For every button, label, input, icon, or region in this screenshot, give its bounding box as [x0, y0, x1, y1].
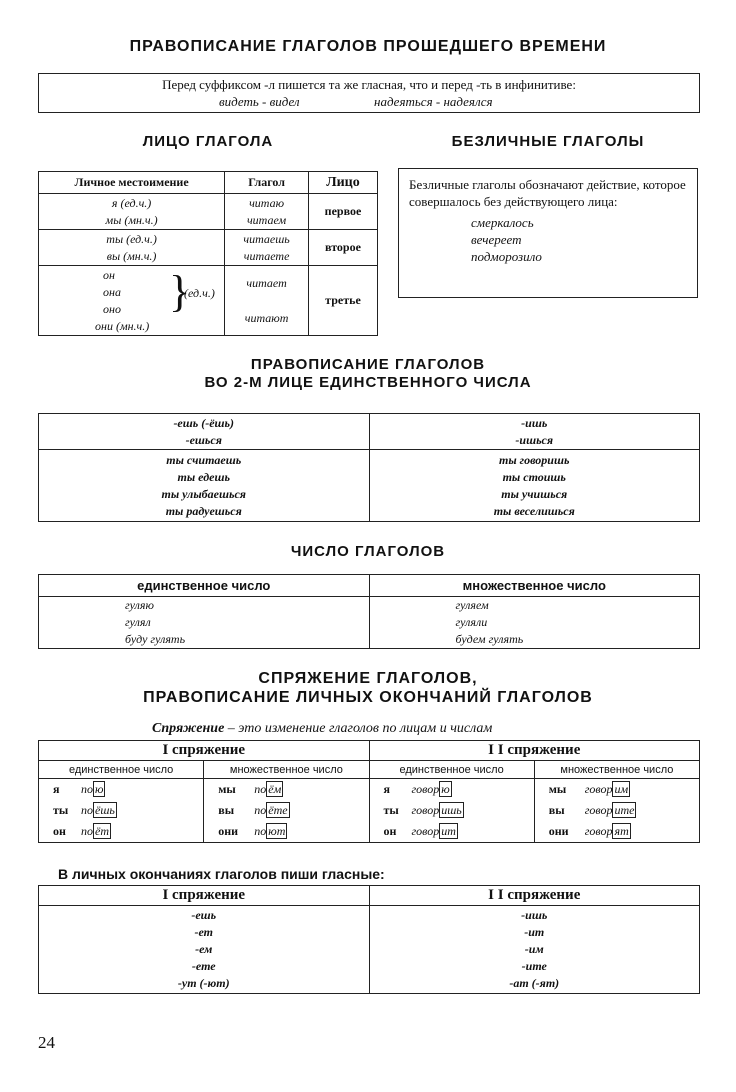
person-row-pronoun: я (ед.ч.) мы (мн.ч.)	[39, 194, 225, 230]
conj-title-1: СПРЯЖЕНИЕ ГЛАГОЛОВ,	[258, 670, 478, 687]
number-title: ЧИСЛО ГЛАГОЛОВ	[290, 543, 446, 560]
conj-1-sg-head: единственное число	[39, 761, 204, 779]
number-table	[38, 574, 700, 649]
impersonal-title: БЕЗЛИЧНЫЕ ГЛАГОЛЫ	[451, 133, 645, 150]
impersonal-text: Безличные глаголы обозначают действие, которое совершалось без действующего лица:	[409, 177, 686, 209]
conj-1-pl-head: множественное число	[204, 761, 369, 779]
conj-definition: Спряжение – это изменение глаголов по лицам и числам	[152, 721, 493, 736]
person-header-verb: Глагол	[225, 172, 309, 194]
past-rule: Перед суффиксом -л пишется та же гласная, что и перед -ть в инфинитиве:	[162, 77, 576, 92]
person-row-face: третье	[308, 266, 377, 336]
endings-1-list: -ешь -ет -ем -ете -ут (-ют)	[39, 906, 370, 994]
person-row-pronoun: ты (ед.ч.) вы (мн.ч.)	[39, 230, 225, 266]
second-left-examples: ты считаешь ты едешь ты улыбаешься ты радуешься	[39, 450, 370, 522]
endings-title: В личных окончаниях глаголов пиши гласные:	[58, 866, 385, 882]
second-left-head: -ешь (-ёшь) -ешься	[39, 414, 370, 450]
second-title-2: ВО 2-М ЛИЦЕ ЕДИНСТВЕННОГО ЧИСЛА	[204, 374, 532, 391]
number-header-pl: множественное число	[369, 575, 700, 597]
person-row-verb: читаешь читаете	[225, 230, 309, 266]
second-table	[38, 413, 700, 522]
conj-2-sg-head: единственное число	[369, 761, 534, 779]
endings-2-head: I I спряжение	[369, 886, 700, 906]
second-right-head: -ишь -ишься	[369, 414, 700, 450]
number-sg-list: гуляю гулял буду гулять	[39, 597, 370, 649]
conj-1-sg-forms: я по ю ты по ёшь он по ёт	[39, 779, 204, 843]
second-right-examples: ты говоришь ты стоишь ты учишься ты веселишься	[369, 450, 700, 522]
person-row-verb: читаю читаем	[225, 194, 309, 230]
person-row-face: первое	[308, 194, 377, 230]
person-row-pronoun: он она оно они (мн.ч.) } (ед.ч.)	[39, 266, 225, 336]
impersonal-example: вечереет	[471, 232, 522, 247]
person-header-pronoun: Личное местоимение	[39, 172, 225, 194]
number-pl-list: гуляем гуляли будем гулять	[369, 597, 700, 649]
brace-glyph: }	[169, 267, 191, 316]
page-number: 24	[38, 1033, 55, 1052]
conj-2-sg-forms: я говор ю ты говор ишь он говор ит	[369, 779, 534, 843]
conj-2-pl-forms: мы говор им вы говор ите они говор ят	[534, 779, 699, 843]
impersonal-example: смеркалось	[471, 215, 534, 230]
endings-1-head: I спряжение	[39, 886, 370, 906]
impersonal-example: подморозило	[471, 249, 542, 264]
conj-1-pl-forms: мы по ём вы по ёте они по ют	[204, 779, 369, 843]
conj-2-pl-head: множественное число	[534, 761, 699, 779]
endings-table	[38, 885, 700, 994]
conj-2-head: I I спряжение	[369, 741, 700, 761]
second-title-1: ПРАВОПИСАНИЕ ГЛАГОЛОВ	[250, 356, 486, 373]
number-header-sg: единственное число	[39, 575, 370, 597]
past-example-2: надеяться - надеялся	[374, 94, 493, 109]
conj-title-2: ПРАВОПИСАНИЕ ЛИЧНЫХ ОКОНЧАНИЙ ГЛАГОЛОВ	[143, 689, 593, 706]
person-table	[38, 171, 378, 336]
endings-2-list: -ишь -ит -им -ите -ат (-ят)	[369, 906, 700, 994]
person-row-verb: читает читают	[225, 266, 309, 336]
person-row-face: второе	[308, 230, 377, 266]
past-title: ПРАВОПИСАНИЕ ГЛАГОЛОВ ПРОШЕДШЕГО ВРЕМЕНИ	[129, 38, 607, 55]
past-example-1: видеть - видел	[219, 94, 300, 109]
brace-label: (ед.ч.)	[184, 286, 215, 300]
conj-table	[38, 740, 700, 843]
impersonal-box	[398, 168, 698, 298]
person-header-face: Лицо	[308, 172, 377, 194]
past-rule-box	[38, 73, 700, 113]
conj-1-head: I спряжение	[39, 741, 370, 761]
person-title: ЛИЦО ГЛАГОЛА	[142, 133, 274, 150]
